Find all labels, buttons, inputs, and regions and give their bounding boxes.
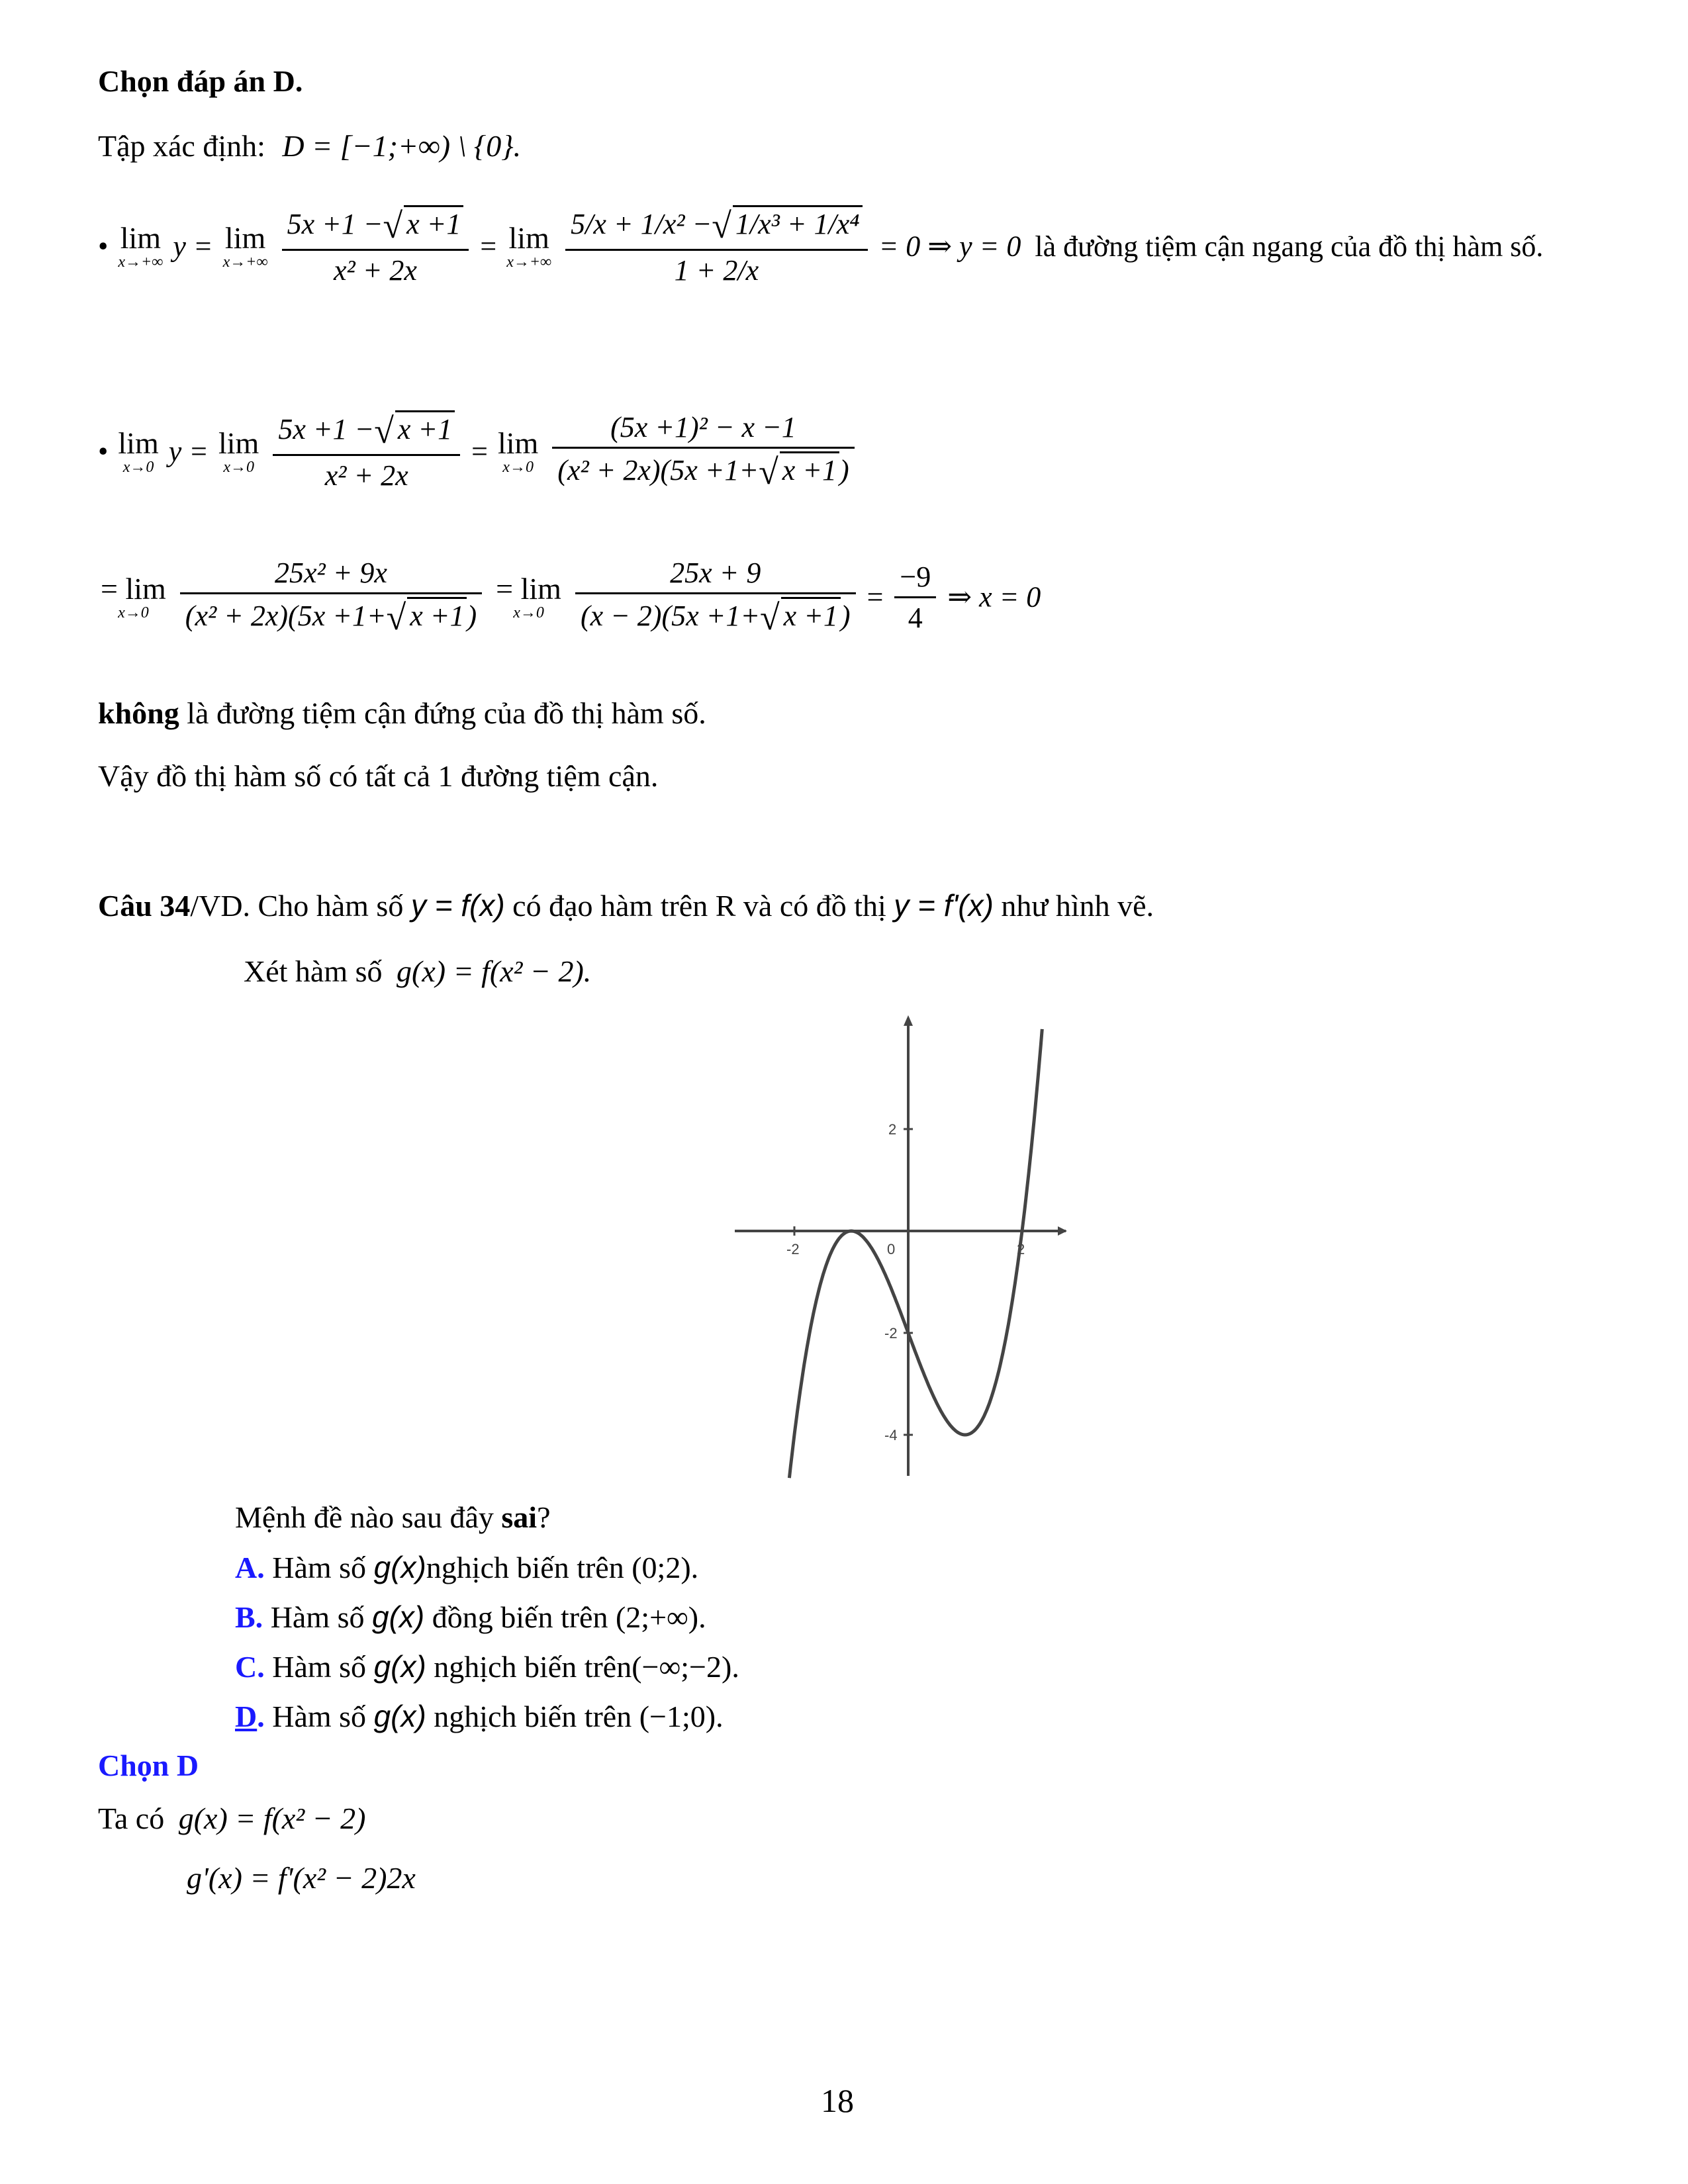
lim-2b: lim x→0: [218, 426, 259, 476]
option-c-letter: C.: [235, 1650, 265, 1684]
x-tick-2: 2: [1017, 1241, 1025, 1257]
question-line: Câu 34/VD. Cho hàm số y = f(x) có đạo hàm trên R và có đồ thị y = f'(x) như hình vẽ.: [98, 888, 1154, 923]
limit-1-result: = 0 ⇒ y = 0: [878, 230, 1021, 263]
y-equals: y =: [173, 230, 213, 263]
fx-expression: y = f(x): [410, 888, 505, 923]
y-tick-neg2: -2: [884, 1325, 898, 1342]
fpx-expression: y = f'(x): [894, 888, 994, 923]
option-b-letter: B.: [235, 1600, 263, 1634]
question-level: /VD.: [190, 889, 251, 923]
summary-line: Vậy đồ thị hàm số có tất cả 1 đường tiệm cận.: [98, 759, 659, 793]
fraction-2: $\frac{5x +1 -√ x +1}{\text{x² + 2x}}$: [273, 410, 460, 492]
not-bold: không: [98, 696, 179, 730]
lim-2a: lim x→0: [118, 426, 159, 476]
not-vertical-line: [98, 695, 706, 732]
work-line-1: Ta có g(x) = f(x² − 2): [98, 1801, 366, 1835]
option-b[interactable]: B. Hàm số g(x) đồng biến trên (2;+∞).: [235, 1600, 706, 1634]
answer-heading: Chọn đáp án D.: [98, 64, 303, 98]
limit-3-block: = lim x→0 $\frac{\text{25x² + 9x}}{\text{(x² + 2x)(5x +1+√ x +1)}}$ = lim x→0 $\frac{25x + 9}{(x - 2)(5x +1+√ x +1)}$ = $\frac{-9}{4}$ ⇒ x = 0: [101, 557, 1041, 637]
option-a-letter: A.: [235, 1551, 265, 1584]
implies-x0: ⇒ x = 0: [947, 580, 1041, 614]
option-d[interactable]: D. Hàm số g(x) nghịch biến trên (−1;0).: [235, 1699, 724, 1733]
lim-2c: lim x→0: [497, 426, 539, 476]
prompt-sai: sai: [501, 1500, 538, 1534]
lim-3a: = lim x→0: [101, 572, 166, 621]
lim-1c: lim x→+∞: [506, 221, 552, 271]
prompt-line: Mệnh đề nào sau đây sai?: [235, 1500, 551, 1534]
fraction-3-simplified: $\frac{25x + 9}{(x - 2)(5x +1+√ x +1)}$: [575, 556, 856, 638]
work-line-2: g'(x) = f'(x² − 2)2x: [187, 1861, 416, 1895]
option-d-letter: D: [235, 1700, 258, 1733]
lim-1a: lim x→+∞: [118, 221, 164, 271]
limit-1-conclusion: là đường tiệm cận ngang của đồ thị hàm số.: [1035, 230, 1544, 263]
domain-label: Tập xác định:: [98, 129, 265, 163]
derivative-curve: [789, 1029, 1042, 1478]
not-vertical-text: là đường tiệm cận đứng của đồ thị hàm số.: [187, 696, 706, 730]
answer-label: Chọn D: [98, 1749, 199, 1782]
fraction-result: $\frac{-9}{4}$: [894, 560, 936, 635]
lim-1b: lim x→+∞: [222, 221, 268, 271]
question-line-2: Xét hàm số g(x) = f(x² − 2).: [244, 954, 592, 988]
question-label: Câu 34: [98, 889, 191, 923]
y-tick-2: 2: [888, 1121, 897, 1138]
lim-3b: = lim x→0: [496, 572, 561, 621]
option-c[interactable]: C. Hàm số g(x) nghịch biến trên(−∞;−2).: [235, 1649, 739, 1684]
fraction-2-expanded: $\frac{\text{(5x +1)² − x −1}}{\text{(x² + 2x)(5x +1+√ x +1)}}$: [552, 410, 854, 492]
x-tick-0: 0: [887, 1241, 896, 1257]
domain-line: [98, 128, 521, 165]
y-axis-arrow: [904, 1015, 913, 1026]
x-tick-neg2: -2: [786, 1241, 800, 1257]
x-axis-arrow: [1058, 1226, 1067, 1236]
option-a[interactable]: A. Hàm số g(x)nghịch biến trên (0;2).: [235, 1550, 699, 1584]
fraction-3: $\frac{\text{25x² + 9x}}{\text{(x² + 2x)(5x +1+√ x +1)}}$: [180, 556, 482, 638]
page-number: 18: [821, 2082, 854, 2119]
limit-2-block: • lim x→0 y = lim x→0 $\frac{5x +1 -√ x +1}{\text{x² + 2x}}$ = lim x→0 $\frac{\text{(5x +1)² − x −1}}{\text{(x² + 2x)(5x +1+√ x +1)}}$: [98, 410, 859, 492]
work-g: g(x) = f(x² − 2): [178, 1801, 366, 1835]
derivative-graph: [728, 1006, 1072, 1482]
gx-definition: g(x) = f(x² − 2).: [397, 954, 592, 988]
fraction-1-divided: $\frac{\text{5/x + 1/x² −√ 1/x³ + 1/x⁴}}{1 + 2/x}$: [565, 205, 867, 287]
domain-math: D = [−1;+∞) \ {0}.: [282, 129, 522, 163]
limit-1-block: • lim x→+∞ y = lim x→+∞ $\frac{5x +1 -√ x +1}{\text{x² + 2x}}$ = lim x→+∞ $\frac{\text{5/x + 1/x² −√ 1/x³ + 1/x⁴}}{1 + 2/x}$ = 0 ⇒ y = 0 là đường tiệm cận ngang của đồ thị hàm số.: [98, 206, 1544, 287]
y-tick-neg4: -4: [884, 1427, 898, 1443]
fraction-1: $\frac{5x +1 -√ x +1}{\text{x² + 2x}}$: [282, 205, 469, 287]
